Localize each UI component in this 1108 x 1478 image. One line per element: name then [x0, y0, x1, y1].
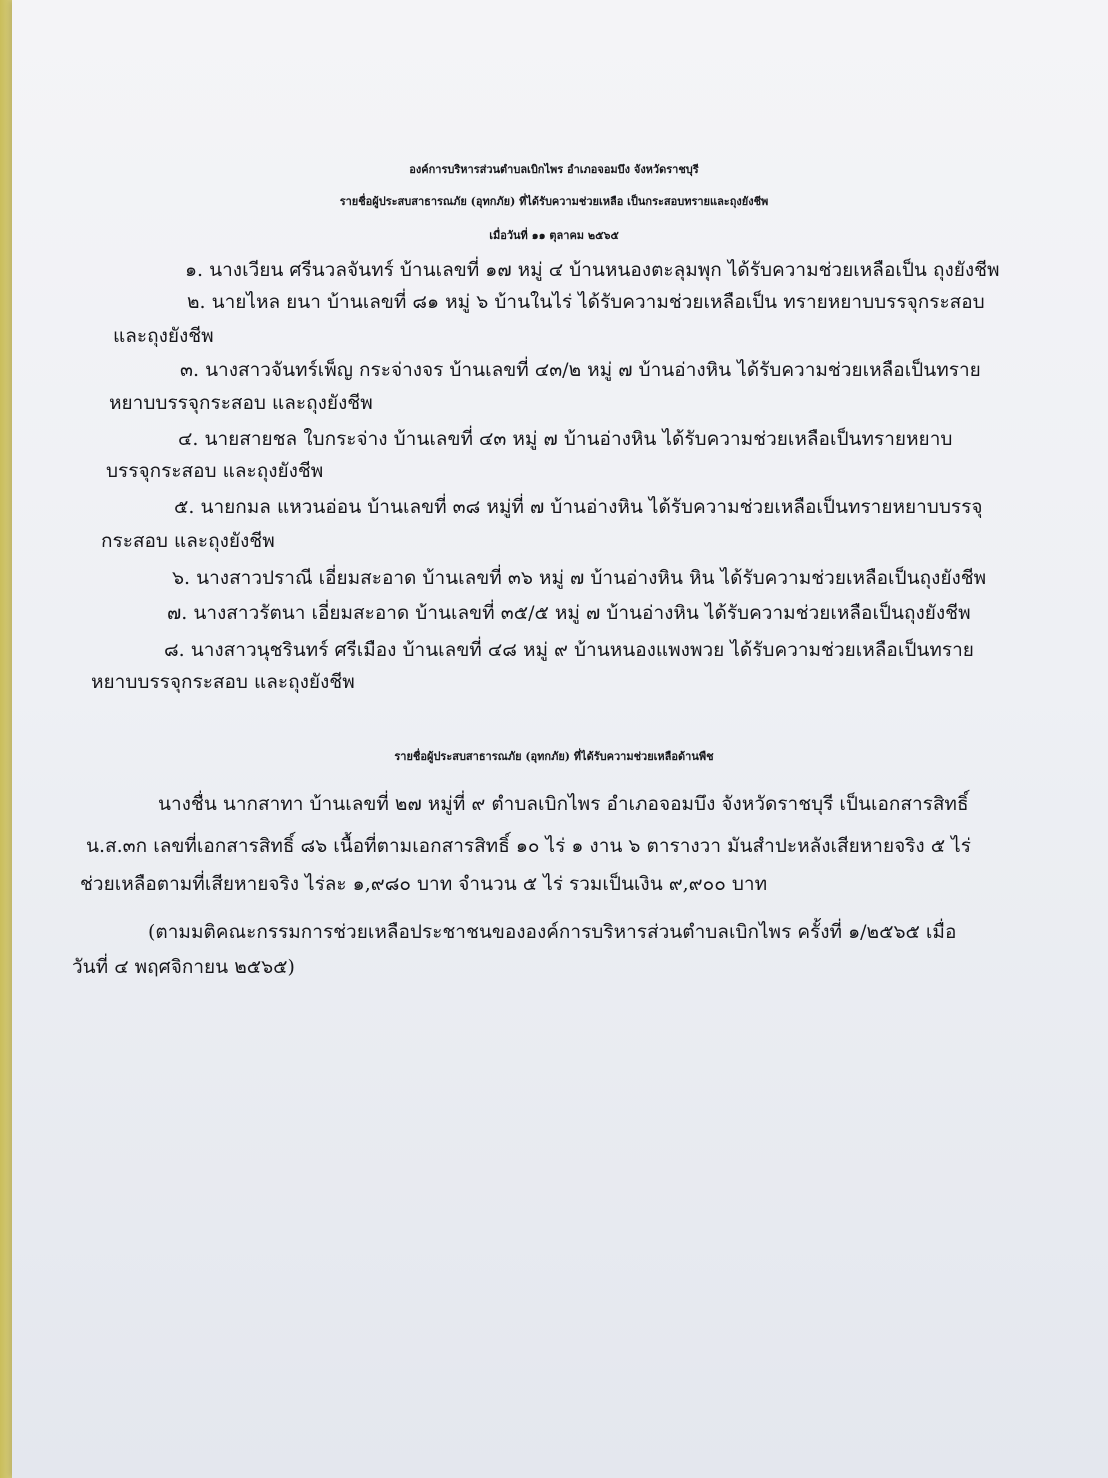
entry-8-line-2: หยาบบรรจุกระสอบ และถุงยังชีพ: [91, 671, 355, 693]
entry-4-line-2: บรรจุกระสอบ และถุงยังชีพ: [106, 460, 324, 482]
resolution-line-1: (ตามมติคณะกรรมการช่วยเหลือประชาชนขององค์การบริหารส่วนตำบลเบิกไพร ครั้งที่ ๑/๒๕๖๕ เมื่อ: [148, 921, 957, 943]
entry-4-line-1: ๔. นายสายชล ใบกระจ่าง บ้านเลขที่ ๔๓ หมู่ ๗ บ้านอ่างหิน ได้รับความช่วยเหลือเป็นทรายหยาบ: [178, 428, 953, 450]
entry-7-line-1: ๗. นางสาวรัตนา เอี่ยมสะอาด บ้านเลขที่ ๓๕/๕ หมู่ ๗ บ้านอ่างหิน ได้รับความช่วยเหลือเป็นถุงยังชีพ: [167, 602, 971, 624]
entry-6-line-1: ๖. นางสาวปราณี เอี่ยมสะอาด บ้านเลขที่ ๓๖ หมู่ ๗ บ้านอ่างหิน หิน ได้รับความช่วยเหลือเป็นถุงยังชีพ: [172, 567, 987, 589]
entry-3-line-1: ๓. นางสาวจันทร์เพ็ญ กระจ่างจร บ้านเลขที่ ๔๓/๒ หมู่ ๗ บ้านอ่างหิน ได้รับความช่วยเหลือเป็นทราย: [180, 359, 981, 381]
list-title: รายชื่อผู้ประสบสาธารณภัย (อุทกภัย) ที่ได้รับความช่วยเหลือ เป็นกระสอบทรายและถุงยังชีพ: [339, 195, 769, 208]
crop-section-title: รายชื่อผู้ประสบสาธารณภัย (อุทกภัย) ที่ได้รับความช่วยเหลือด้านพืช: [394, 750, 714, 763]
entry-2-line-2: และถุงยังชีพ: [113, 325, 214, 347]
entry-8-line-1: ๘. นางสาวนุชรินทร์ ศรีเมือง บ้านเลขที่ ๔๘ หมู่ ๙ บ้านหนองแพงพวย ได้รับความช่วยเหลือเป็นทราย: [164, 639, 974, 661]
crop-line-2: น.ส.๓ก เลขที่เอกสารสิทธิ์ ๘๖ เนื้อที่ตามเอกสารสิทธิ์ ๑๐ ไร่ ๑ งาน ๖ ตารางวา มันสำปะหลังเสียหายจริง ๕ ไร่: [86, 835, 971, 857]
org-heading: องค์การบริหารส่วนตำบลเบิกไพร อำเภอจอมบึง จังหวัดราชบุรี: [409, 163, 699, 176]
entry-2-line-1: ๒. นายไหล ยนา บ้านเลขที่ ๘๑ หมู่ ๖ บ้านในไร่ ได้รับความช่วยเหลือเป็น ทรายหยาบบรรจุกระสอบ: [187, 291, 985, 313]
date-line: เมื่อวันที่ ๑๑ ตุลาคม ๒๕๖๕: [489, 229, 619, 242]
entry-5-line-1: ๕. นายกมล แหวนอ่อน บ้านเลขที่ ๓๘ หมู่ที่ ๗ บ้านอ่างหิน ได้รับความช่วยเหลือเป็นทรายหยาบบรรจุ: [174, 496, 983, 518]
crop-line-3: ช่วยเหลือตามที่เสียหายจริง ไร่ละ ๑,๙๘๐ บาท จำนวน ๕ ไร่ รวมเป็นเงิน ๙,๙๐๐ บาท: [80, 873, 768, 895]
entry-1-line-1: ๑. นางเวียน ศรีนวลจันทร์ บ้านเลขที่ ๑๗ หมู่ ๔ บ้านหนองตะลุมพุก ได้รับความช่วยเหลือเป็น ถุงยังชีพ: [185, 259, 1000, 281]
resolution-line-2: วันที่ ๔ พฤศจิกายน ๒๕๖๕): [72, 956, 295, 978]
entry-5-line-2: กระสอบ และถุงยังชีพ: [101, 530, 275, 552]
entry-3-line-2: หยาบบรรจุกระสอบ และถุงยังชีพ: [109, 392, 373, 414]
crop-line-1: นางชื่น นากสาทา บ้านเลขที่ ๒๗ หมู่ที่ ๙ ตำบลเบิกไพร อำเภอจอมบึง จังหวัดราชบุรี เป็นเอกสารสิทธิ์: [158, 793, 969, 815]
